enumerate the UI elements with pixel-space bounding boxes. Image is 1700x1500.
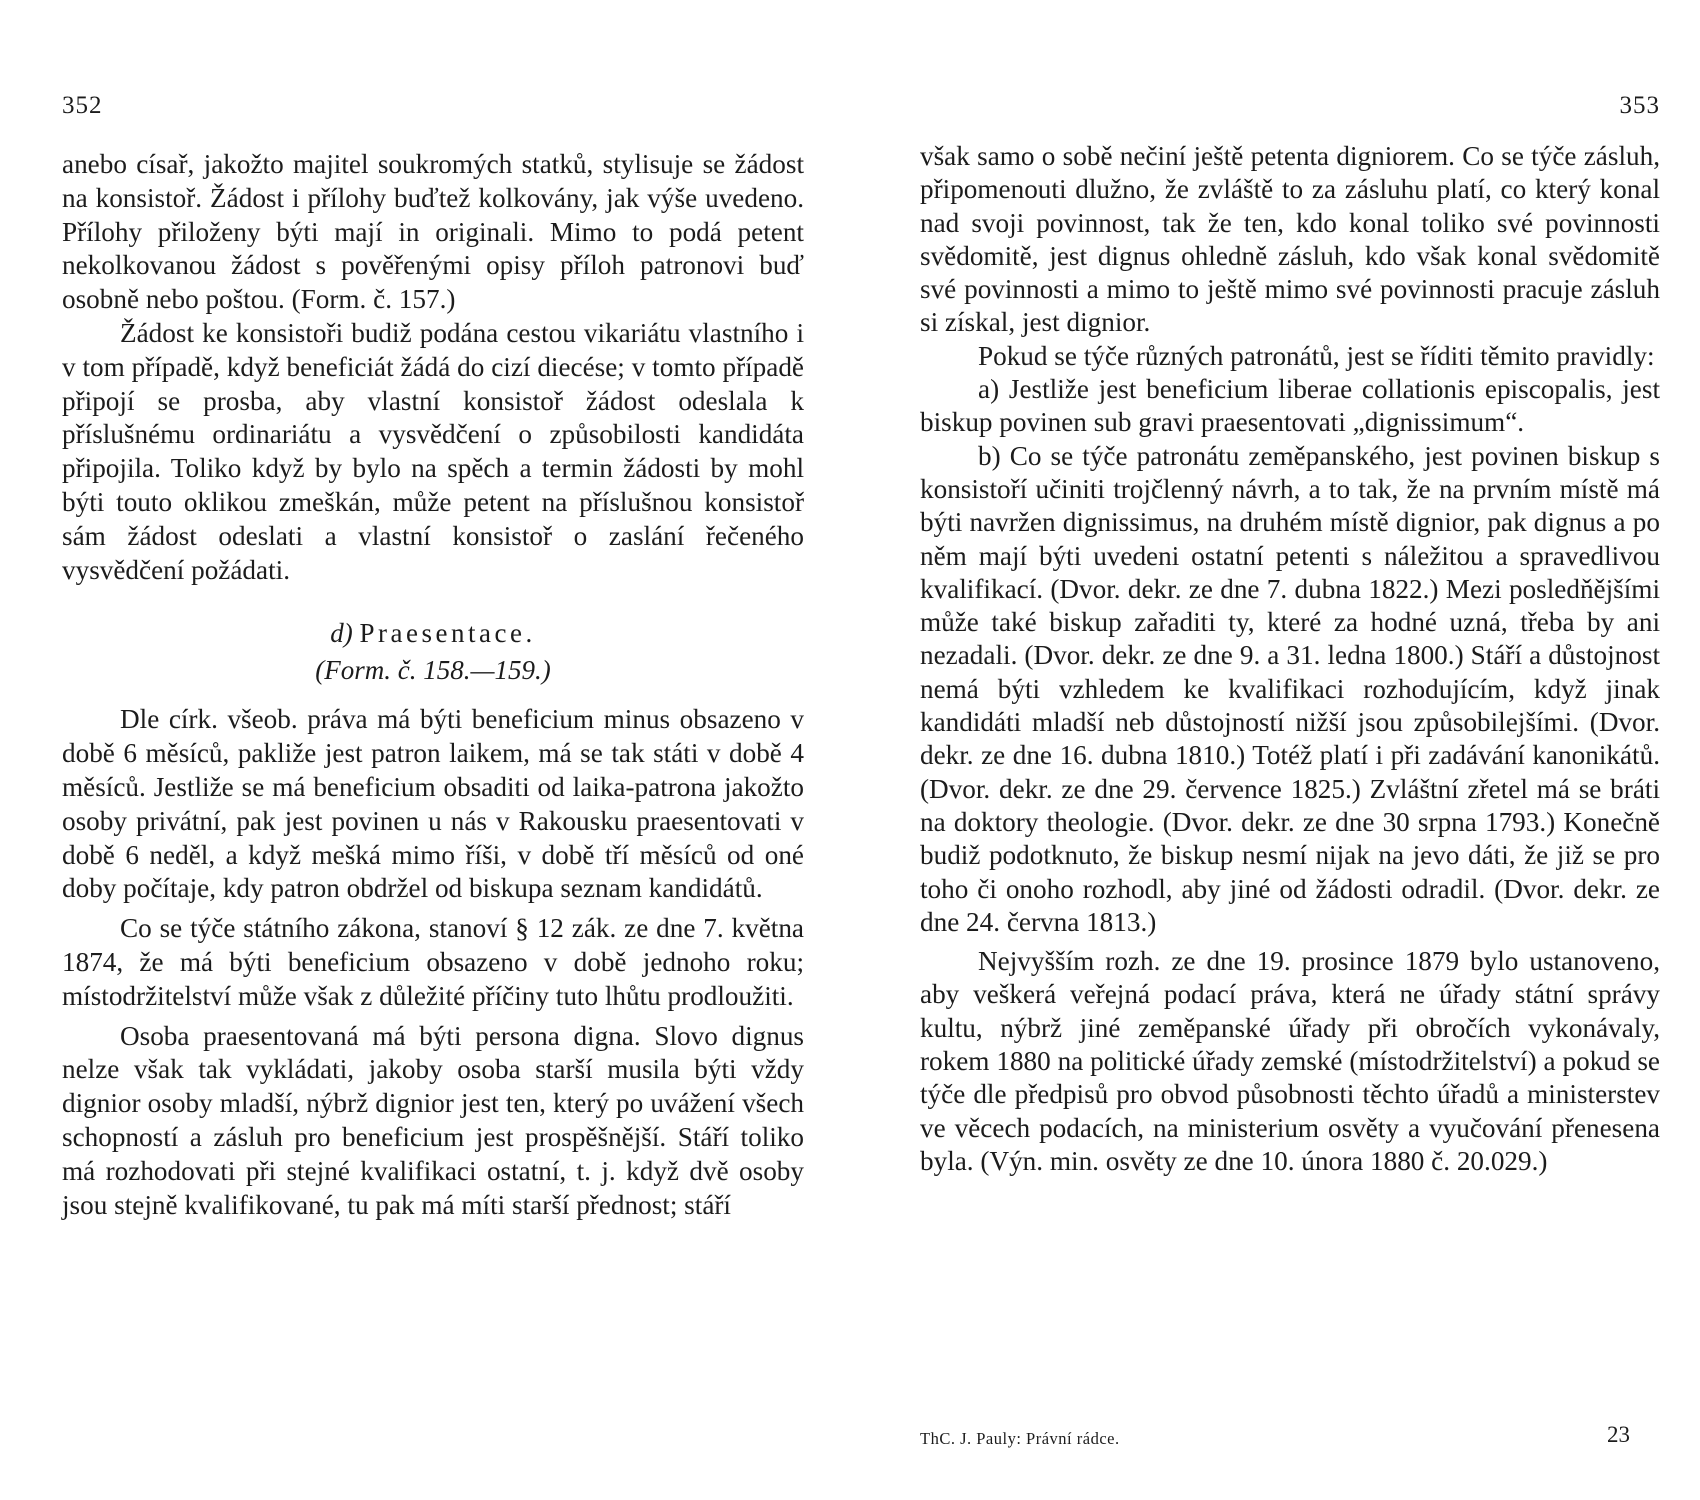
paragraph: Pokud se týče různých patronátů, jest se říditi těmito pravidly:	[978, 340, 1655, 371]
page-number: 352	[62, 92, 103, 119]
right-page	[920, 0, 1660, 1500]
right-page-body	[920, 140, 1660, 1178]
paragraph: Dle círk. všeob. práva má býti beneficium minus obsazeno v době 6 měsíců, pakliže jest patron laikem, má se tak státi v době 4 měsíců. Jestliže se má beneficium obsaditi od laika-patrona jakožto osoby privátní, pak jest povinen u nás v Rakousku praesentovati v době 6 neděl, a když mešká mimo říši, v době tří měsíců od oné doby počítaje, kdy patron obdržel od biskupa seznam kandidátů.	[62, 704, 804, 904]
paragraph: anebo císař, jakožto majitel soukromých statků, stylisuje se žádost na konsistoř. Žádost i přílohy buďtež kolkovány, jak výše uvedeno. Přílohy přiloženy býti mají in originali. Mimo to podá petent nekolkovanou žádost s pověřenými opisy příloh patronovi buď osobně nebo poštou. (Form. č. 157.)	[62, 149, 804, 315]
section-form-reference: (Form. č. 158.—159.)	[315, 655, 551, 686]
paragraph: Žádost ke konsistoři budiž podána cestou vikariátu vlastního i v tom případě, když beneficiát žádá do cizí diecése; v tomto případě připojí se prosba, aby vlastní konsistoř žádost odeslala k příslušnému ordinariátu a vysvědčení o způsobilosti kandidáta připojila. Toliko když by bylo na spěch a termin žádosti by mohl býti touto oklikou zmeškán, může petent na příslušnou konsistoř sám žádost odeslati a vlastní konsistoř o zaslání řečeného vysvědčení požádati.	[62, 317, 804, 585]
section-title: Praesentace.	[359, 618, 536, 649]
section-heading	[62, 615, 804, 689]
paragraph: Osoba praesentovaná má býti persona digna. Slovo dignus nelze však tak vykládati, jakoby osoba starší musila býti vždy dignior osoby mladší, nýbrž dignior jest ten, který po uvážení všech schopností a zásluh pro beneficium jest prospěšnější. Stáří toliko má rozhodovati při stejné kvalifikaci ostatní, t. j. když dvě osoby jsou stejně kvalifikované, tu pak má míti starší přednost; stáří	[62, 1020, 804, 1220]
paragraph: však samo o sobě nečiní ještě petenta digniorem. Co se týče zásluh, připomenouti dlužno, že zvláště to za zásluhu platí, co který konal nad svoji povinnost, tak že ten, kdo konal toliko své povinnosti svědomitě, jest dignus ohledně zásluh, kdo však konal svědomitě své povinnosti a mimo to ještě mimo své povinnosti pracuje zásluh si získal, jest dignior.	[920, 141, 1660, 338]
left-page	[62, 0, 804, 1500]
section-letter: d)	[330, 618, 353, 649]
footer-signature-mark: 23	[1607, 1422, 1630, 1447]
paragraph: Co se týče státního zákona, stanoví § 12 zák. ze dne 7. května 1874, že má býti beneficium obsazeno v době jednoho roku; místodržitelství může však z důležité příčiny tuto lhůtu prodloužiti.	[62, 913, 804, 1011]
paragraph: a) Jestliže jest beneficium liberae collationis episcopalis, jest biskup povinen sub gravi praesentovati „dignissimum“.	[920, 374, 1660, 438]
footer-author: ThC. J. Pauly: Právní rádce.	[920, 1429, 1120, 1448]
left-page-body	[62, 148, 804, 1222]
paragraph: b) Co se týče patronátu zeměpanského, jest povinen biskup s konsistoří učiniti trojčlenný návrh, a to tak, že na prvním místě má býti navržen dignissimus, na druhém místě dignior, pak dignus a po něm mají býti uvedeni ostatní petenti s náležitou a spravedlivou kvalifikací. (Dvor. dekr. ze dne 7. dubna 1822.) Mezi posledňějšími může také biskup zařaditi ty, které za hodné uzná, třeba by ani nezadali. (Dvor. dekr. ze dne 9. a 31. ledna 1800.) Stáří a důstojnost nemá býti vzhledem ke kvalifikaci rozhodujícím, když jinak kandidáti mladší neb důstojností nižší jsou způsobilejšími. (Dvor. dekr. ze dne 16. dubna 1810.) Totéž platí i při zadávání kanonikátů. (Dvor. dekr. ze dne 29. července 1825.) Zvláštní zřetel má se bráti na doktory theologie. (Dvor. dekr. ze dne 30 srpna 1793.) Konečně budiž podotknuto, že biskup nesmí nijak na jevo dáti, že již se pro toho či onoho rozhodl, aby jiné od žádosti odradil. (Dvor. dekr. ze dne 24. června 1813.)	[920, 440, 1660, 937]
page-number: 353	[1619, 92, 1660, 119]
paragraph: Nejvyšším rozh. ze dne 19. prosince 1879 bylo ustanoveno, aby veškerá veřejná podací práva, která ne úřady státní správy kultu, nýbrž jiné zeměpanské úřady při obročích vykonávaly, rokem 1880 na politické úřady zemské (místodržitelství) a pokud se týče dle předpisů pro obvod působnosti těchto úřadů a ministerstev ve věcech podacích, na ministerium osvěty a vyučování přenesena byla. (Výn. min. osvěty ze dne 10. února 1880 č. 20.029.)	[920, 946, 1660, 1176]
